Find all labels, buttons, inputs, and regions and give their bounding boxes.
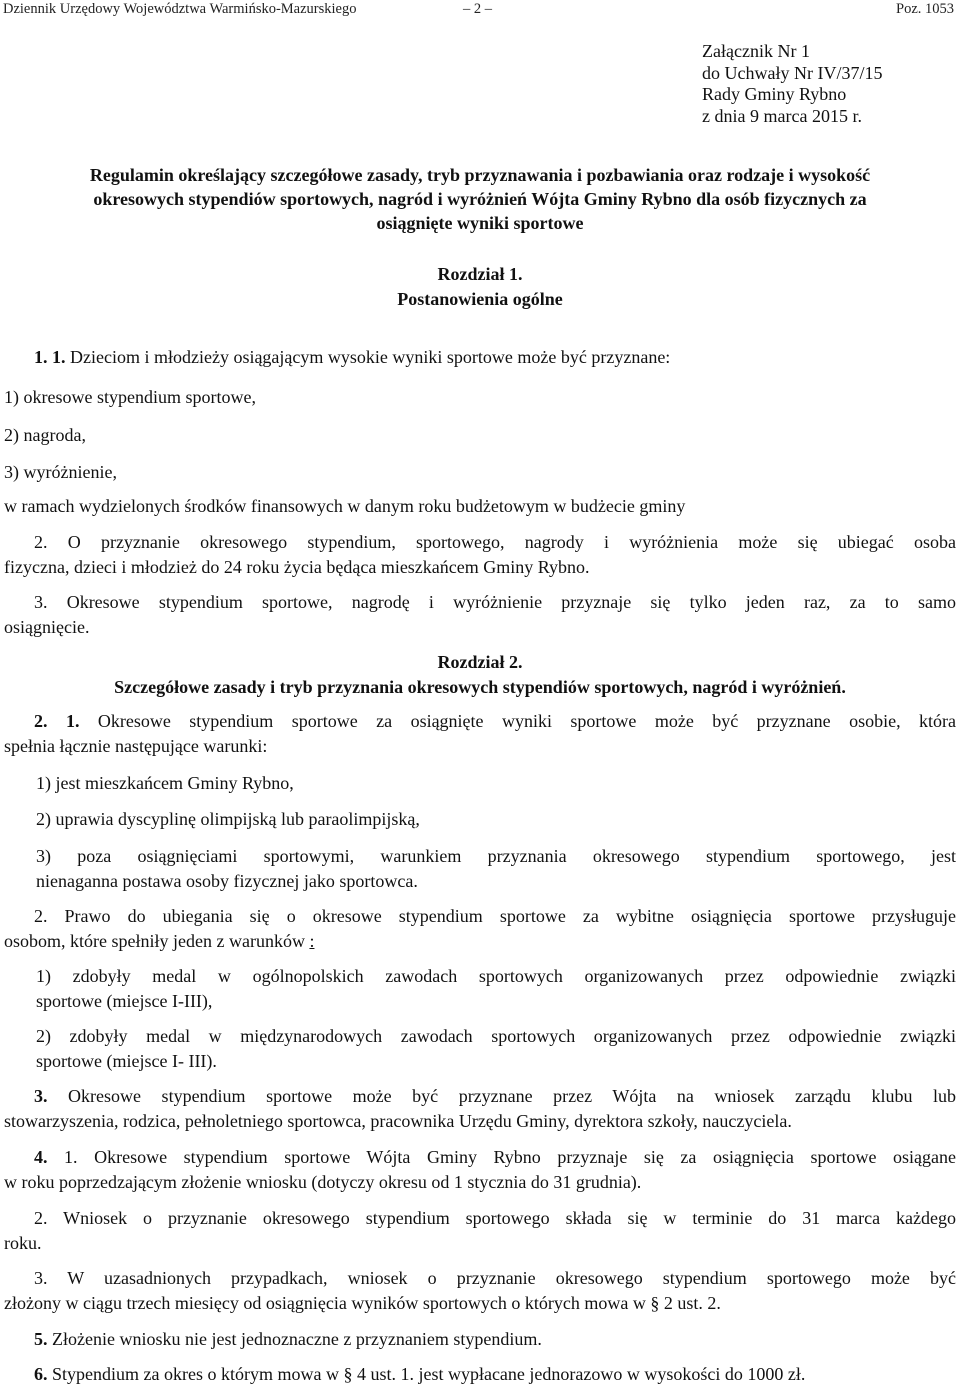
chapter-1-heading <box>0 262 960 312</box>
section-3 <box>4 1084 956 1134</box>
paragraph-line: 2. Prawo do ubiegania się o okresowe stypendium sportowe za wybitne osiągnięcia sportowe przysługuje <box>34 906 956 926</box>
list-item: sportowe (miejsce I-III), <box>36 991 213 1011</box>
section-4-paragraph-2 <box>4 1206 956 1256</box>
annex-line: z dnia 9 marca 2015 r. <box>702 105 862 126</box>
underlined-colon: : <box>309 931 315 951</box>
chapter-2-heading <box>0 650 960 700</box>
paragraph-text: Okresowe stypendium sportowe za osiągnięte wyniki sportowe może być przyznane osobie, która <box>79 711 956 731</box>
section-mark: 1. 1. <box>34 347 66 367</box>
section-1-closing <box>4 494 956 519</box>
paragraph-text: 1. Okresowe stypendium sportowe Wójta Gminy Rybno przyznaje się za osiągnięcia sportowe osiągane <box>47 1147 956 1167</box>
list-item: 2) nagroda, <box>4 425 86 445</box>
list-item: 2) zdobyły medal w międzynarodowych zawodach sportowych organizowanych przez odpowiednie związki <box>36 1026 956 1046</box>
paragraph-line: stowarzyszenia, rodzica, pełnoletniego sportowca, pracownika Urzędu Gminy, dyrektora szkoły, nauczyciela. <box>4 1111 792 1131</box>
section-2-medal <box>4 1024 956 1074</box>
paragraph-line: fizyczna, dzieci i młodzież do 24 roku życia będąca mieszkańcem Gminy Rybno. <box>4 557 590 577</box>
annex-line: Rady Gminy Rybno <box>702 84 847 104</box>
list-item: 2) uprawia dyscyplinę olimpijską lub paraolimpijską, <box>36 809 420 829</box>
section-1-paragraph-3 <box>4 590 956 640</box>
list-item: nienaganna postawa osoby fizycznej jako sportowca. <box>36 871 418 891</box>
list-item: sportowe (miejsce I- III). <box>36 1051 217 1071</box>
section-2-medal <box>4 964 956 1014</box>
section-2-paragraph-2 <box>4 904 956 954</box>
section-1-item <box>4 385 956 410</box>
list-item: 1) okresowe stypendium sportowe, <box>4 387 256 407</box>
section-6 <box>4 1362 956 1387</box>
list-item: 1) zdobyły medal w ogólnopolskich zawodach sportowych organizowanych przez odpowiednie związki <box>36 966 956 986</box>
page-header <box>3 0 954 18</box>
section-mark: 6. <box>34 1364 48 1384</box>
title-line: okresowych stypendiów sportowych, nagród i wyróżnień Wójta Gminy Rybno dla osób fizycznych za <box>93 189 867 209</box>
document-title <box>0 163 960 235</box>
chapter-number: Rozdział 1. <box>437 264 523 284</box>
paragraph-line: 2. Wniosek o przyznanie okresowego stypendium sportowego składa się w terminie do 31 marca każdego <box>34 1208 956 1228</box>
paragraph-line: spełnia łącznie następujące warunki: <box>4 736 268 756</box>
paragraph-text: Stypendium za okres o którym mowa w § 4 ust. 1. jest wypłacane jednorazowo w wysokości do 1000 zł. <box>47 1364 806 1384</box>
paragraph-text: Okresowe stypendium sportowe może być przyznane przez Wójta na wniosek zarządu klubu lub <box>47 1086 956 1106</box>
section-2-condition <box>4 807 956 832</box>
section-2-paragraph-1 <box>4 709 956 759</box>
section-1-paragraph-2 <box>4 530 956 580</box>
section-1-item <box>4 460 956 485</box>
annex-line: Załącznik Nr 1 <box>702 41 810 61</box>
section-1-intro <box>4 345 956 370</box>
section-mark: 2. 1. <box>34 711 80 731</box>
section-mark: 4. <box>34 1147 48 1167</box>
title-line: osiągnięte wyniki sportowe <box>376 213 584 233</box>
section-4-paragraph-3 <box>4 1266 956 1316</box>
journal-name: Dziennik Urzędowy Województwa Warmińsko-Mazurskiego <box>3 1 357 17</box>
chapter-name: Postanowienia ogólne <box>397 289 563 309</box>
paragraph-line: osiągnięcie. <box>4 617 90 637</box>
paragraph-text: Dzieciom i młodzieży osiągającym wysokie wyniki sportowe może być przyznane: <box>65 347 671 367</box>
paragraph-line: w roku poprzedzającym złożenie wniosku (dotyczy okresu od 1 stycznia do 31 grudnia). <box>4 1172 642 1192</box>
list-item: 3) wyróżnienie, <box>4 462 117 482</box>
list-item: 1) jest mieszkańcem Gminy Rybno, <box>36 773 294 793</box>
list-item: 3) poza osiągnięciami sportowymi, warunkiem przyznania okresowego stypendium sportowego, jest <box>36 846 956 866</box>
paragraph-line: 3. W uzasadnionych przypadkach, wniosek o przyznanie okresowego stypendium sportowego może być <box>34 1268 956 1288</box>
paragraph-line: 3. Okresowe stypendium sportowe, nagrodę i wyróżnienie przyznaje się tylko jeden raz, za to samo <box>34 592 956 612</box>
section-1-item <box>4 423 956 448</box>
item-number: Poz. 1053 <box>896 1 954 17</box>
paragraph-text: Złożenie wniosku nie jest jednoznaczne z przyznaniem stypendium. <box>47 1329 542 1349</box>
paragraph-text: w ramach wydzielonych środków finansowych w danym roku budżetowym w budżecie gminy <box>4 496 686 516</box>
chapter-name: Szczegółowe zasady i tryb przyznania okresowych stypendiów sportowych, nagród i wyróżnień. <box>114 677 846 697</box>
section-2-condition <box>4 844 956 894</box>
paragraph-line: złożony w ciągu trzech miesięcy od osiągnięcia wyników sportowych o których mowa w § 2 ust. 2. <box>4 1293 721 1313</box>
annex-block <box>702 41 882 127</box>
paragraph-text: osobom, które spełniły jeden z warunków <box>4 931 310 951</box>
paragraph-line: 2. O przyznanie okresowego stypendium, sportowego, nagrody i wyróżnienia może się ubiegać osoba <box>34 532 956 552</box>
page-number: – 2 – <box>463 1 492 17</box>
section-2-condition <box>4 771 956 796</box>
section-5 <box>4 1327 956 1352</box>
annex-line: do Uchwały Nr IV/37/15 <box>702 62 883 83</box>
section-4-paragraph-1 <box>4 1145 956 1195</box>
chapter-number: Rozdział 2. <box>437 652 523 672</box>
title-line: Regulamin określający szczegółowe zasady, tryb przyznawania i pozbawiania oraz rodzaje i wysokość <box>89 165 871 185</box>
paragraph-line: roku. <box>4 1233 42 1253</box>
section-mark: 5. <box>34 1329 48 1349</box>
section-mark: 3. <box>34 1086 48 1106</box>
